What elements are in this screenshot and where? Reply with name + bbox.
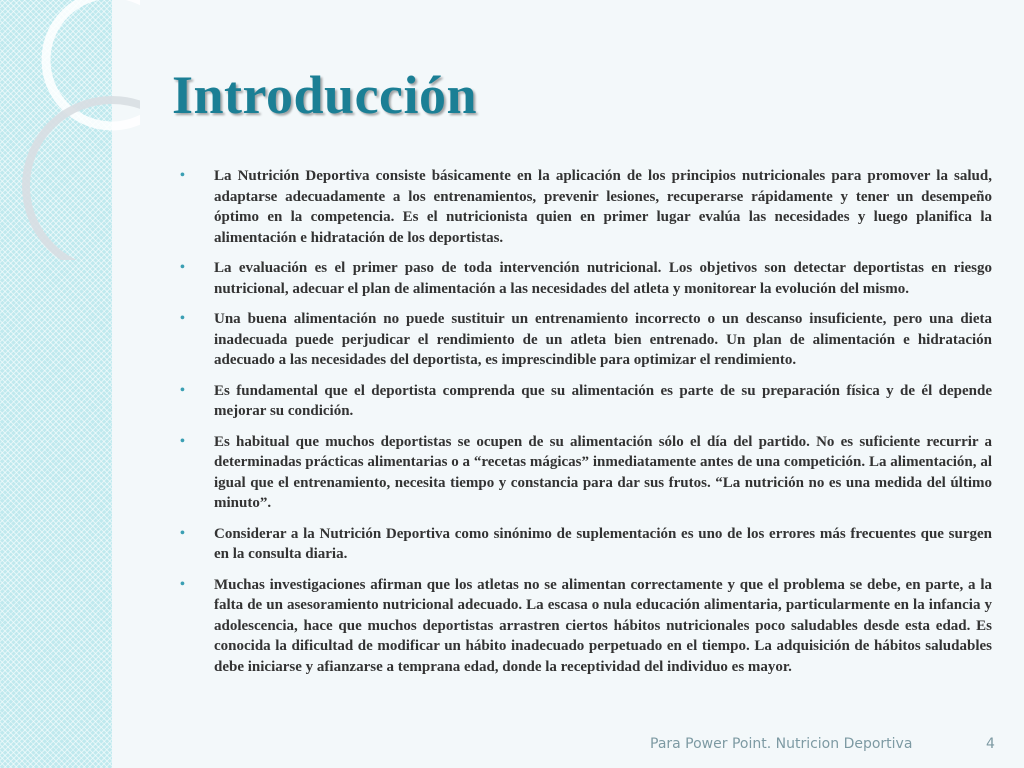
- list-item: [178, 258, 992, 299]
- bullet-text: Es fundamental que el deportista comprenda que su alimentación es parte de su preparación física y de él depende mejorar su condición.: [214, 382, 992, 419]
- footer-text: Para Power Point. Nutricion Deportiva: [650, 736, 913, 752]
- list-item: [178, 575, 992, 678]
- bullet-icon: •: [180, 433, 185, 449]
- list-item: [178, 309, 992, 371]
- list-item: [178, 432, 992, 514]
- bullet-text: Considerar a la Nutrición Deportiva como sinónimo de suplementación es uno de los errores más frecuentes que surgen en la consulta diaria.: [214, 525, 992, 562]
- bullet-text: Una buena alimentación no puede sustituir un entrenamiento incorrecto o un descanso insuficiente, pero una dieta inadecuada puede perjudicar el rendimiento de un atleta bien entrenado. Un plan de alimentación e hidratación adecuado a las necesidades del deportista, es imprescindible para optimizar el rendimiento.: [214, 311, 992, 368]
- bullet-icon: •: [180, 168, 185, 183]
- list-item: [178, 524, 992, 565]
- bullet-icon: •: [180, 311, 185, 326]
- bullet-text: Muchas investigaciones afirman que los atletas no se alimentan correctamente y que el problema se debe, en parte, a la falta de un asesoramiento nutricional adecuado. La escasa o nula educación alimentaria, particularmente en la infancia y adolescencia, hace que muchos deportistas arrastren ciertos hábitos nutricionales poco saludables desde esta edad. Es conocida la dificultad de modificar un hábito inadecuado perpetuado en el tiempo. La adquisición de hábitos saludables debe iniciarse y afianzarse a temprana edad, donde la receptividad del individuo es mayor.: [214, 576, 992, 675]
- bullet-icon: •: [180, 576, 185, 592]
- decorative-rings: [0, 0, 140, 260]
- list-item: [178, 381, 992, 422]
- list-item: [178, 166, 992, 248]
- bullet-icon: •: [180, 260, 185, 275]
- decorative-ring-upper: [46, 0, 140, 126]
- page-number: 4: [986, 736, 995, 752]
- bullet-text: La Nutrición Deportiva consiste básicamente en la aplicación de los principios nutricionales para promover la salud, adaptarse adecuadamente a los entrenamientos, prevenir lesiones, recuperarse rápidamente y tener un desempeño óptimo en la competencia. Es el nutricionista quien en primer lugar evalúa las necesidades y luego planifica la alimentación e hidratación de los deportistas.: [214, 168, 992, 246]
- bullet-text: La evaluación es el primer paso de toda intervención nutricional. Los objetivos son detectar deportistas en riesgo nutricional, adecuar el plan de alimentación a las necesidades del atleta y monitorear la evolución del mismo.: [214, 260, 992, 297]
- bullet-text: Es habitual que muchos deportistas se ocupen de su alimentación sólo el día del partido. No es suficiente recurrir a determinadas prácticas alimentarias o a “recetas mágicas” inmediatamente antes de una competición. La alimentación, al igual que el entrenamiento, necesita tiempo y constancia para dar sus frutos. “La nutrición no es una medida del último minuto”.: [214, 433, 992, 511]
- bullet-list: [178, 166, 992, 687]
- bullet-icon: •: [180, 525, 185, 541]
- slide-title: Introducción: [172, 65, 478, 125]
- bullet-icon: •: [180, 382, 185, 398]
